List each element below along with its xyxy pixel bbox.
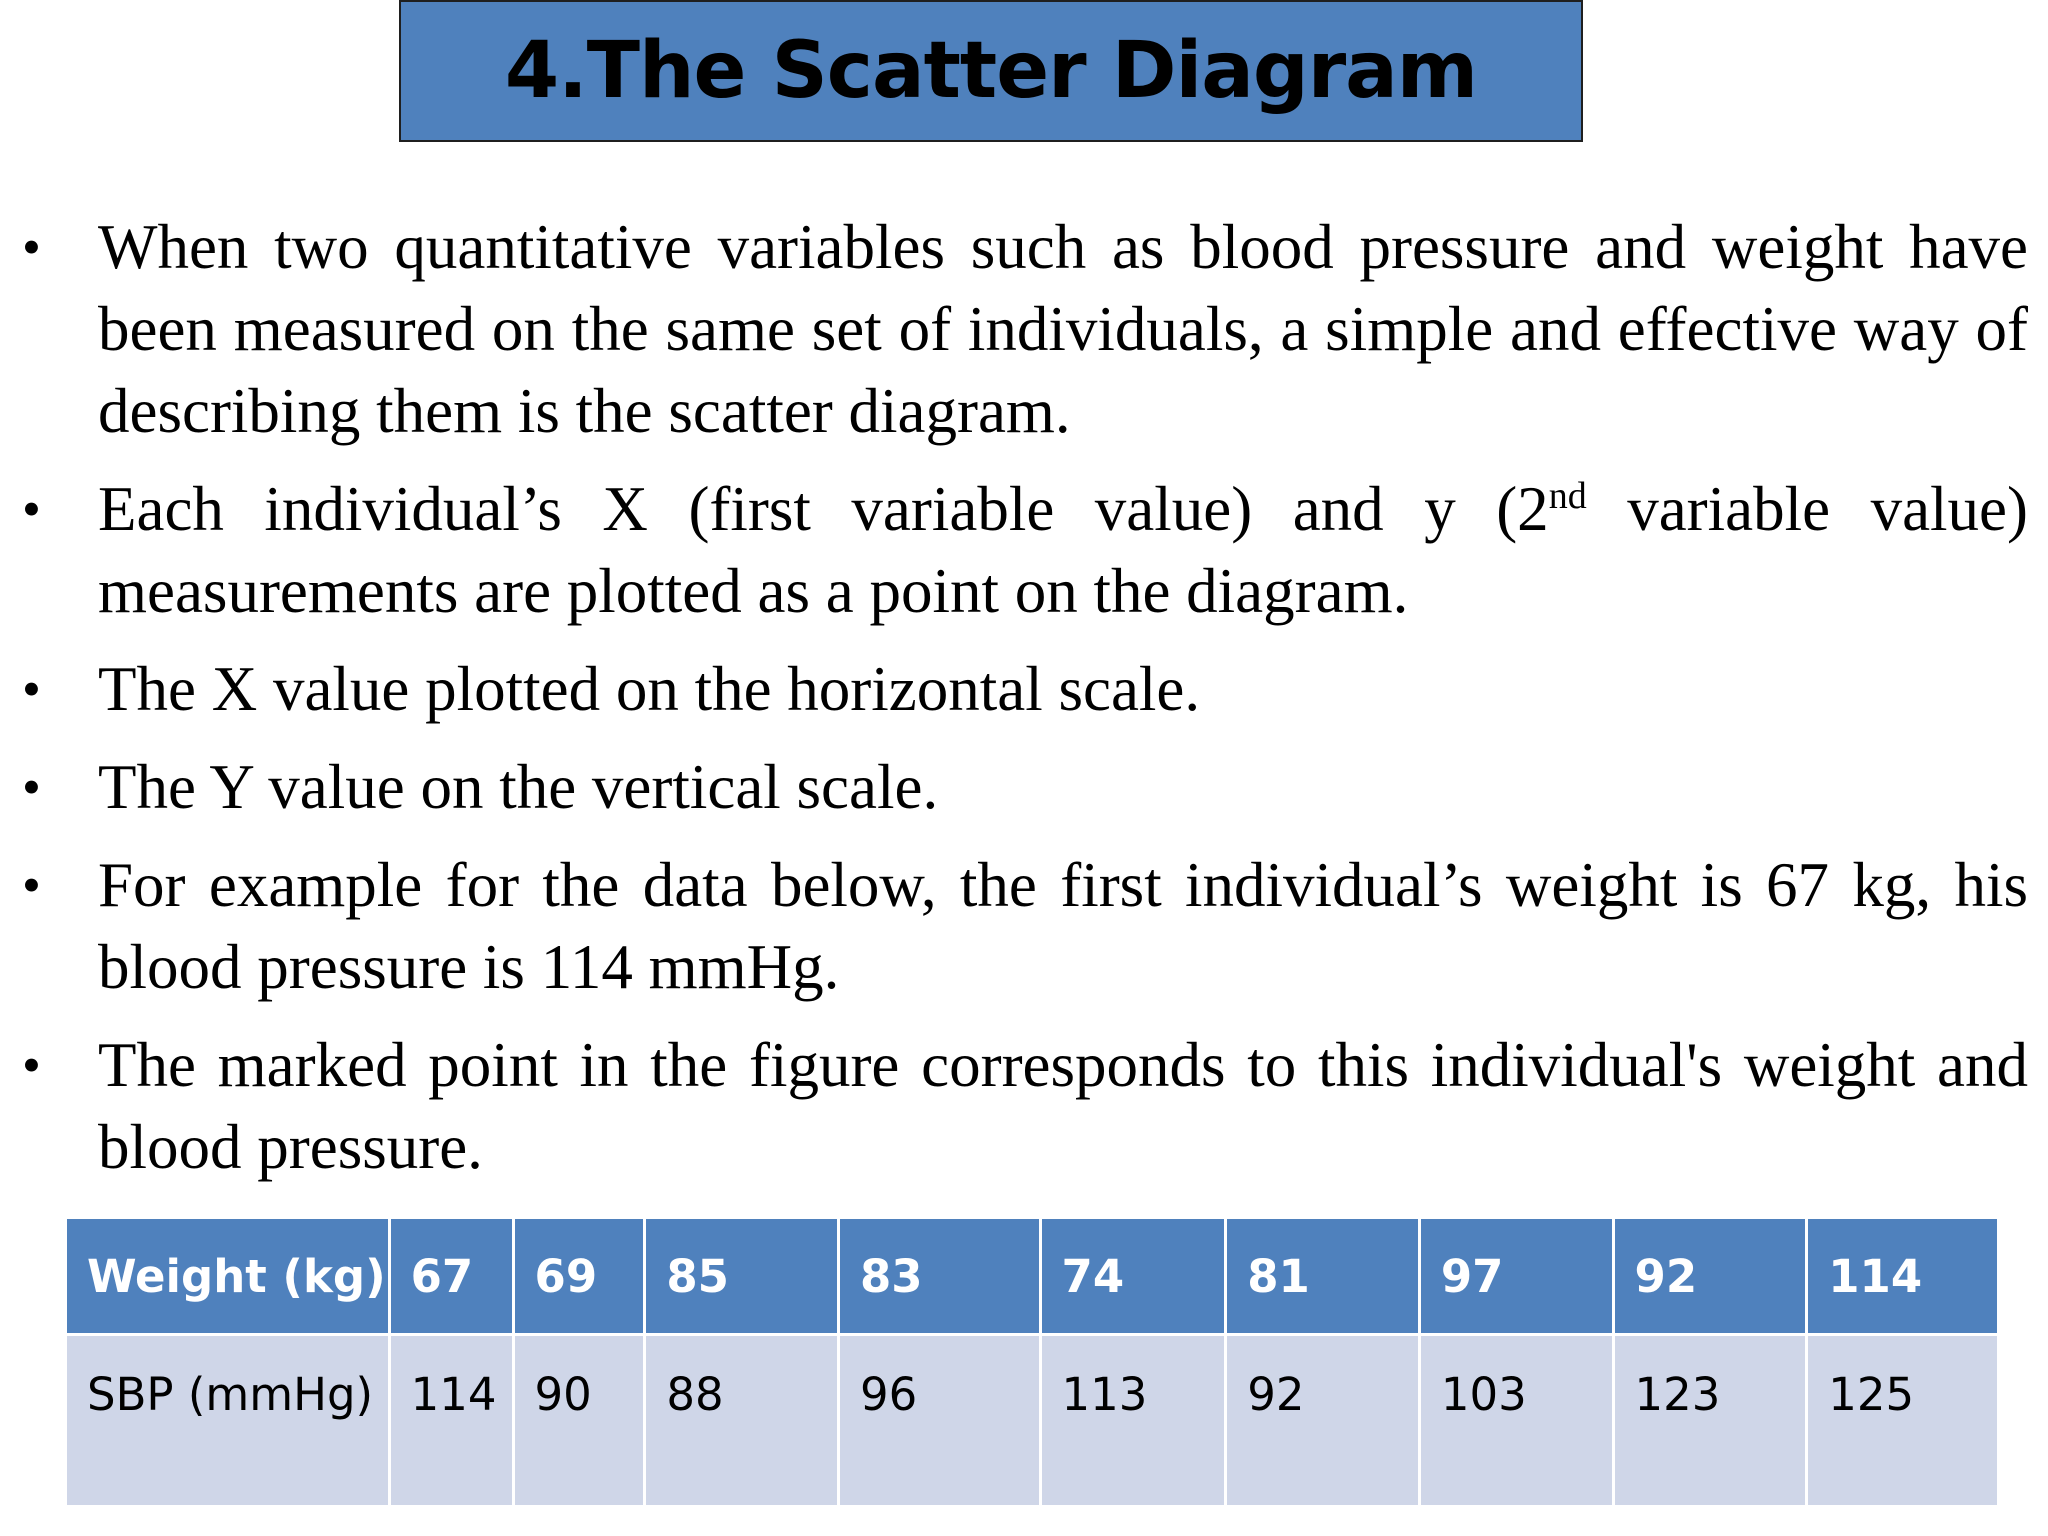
bullet-dot-icon: •: [22, 1035, 41, 1095]
table-cell: 88: [645, 1335, 839, 1507]
table-cell: 123: [1613, 1335, 1807, 1507]
table-cell: 85: [645, 1218, 839, 1335]
bullet-text: The marked point in the figure corresponds to this individual's weight and blood pressure.: [98, 1030, 2028, 1182]
table-cell: 67: [389, 1218, 513, 1335]
table-row-weight: [66, 1218, 1999, 1335]
table-cell: 103: [1419, 1335, 1613, 1507]
bullet-superscript: nd: [1548, 475, 1587, 517]
bullet-item: [0, 468, 2048, 632]
bullet-text: For example for the data below, the first individual’s weight is 67 kg, his blood pressure is 114 mmHg.: [98, 850, 2028, 1002]
bullet-item: [0, 844, 2048, 1008]
bullet-dot-icon: •: [22, 217, 41, 277]
table-cell: 92: [1226, 1335, 1420, 1507]
table-cell: 96: [838, 1335, 1040, 1507]
table-cell: 114: [1807, 1218, 1999, 1335]
bullet-text: The Y value on the vertical scale.: [98, 752, 939, 822]
bullet-item: [0, 648, 2048, 730]
bullet-dot-icon: •: [22, 659, 41, 719]
table-cell: 83: [838, 1218, 1040, 1335]
table-cell: 92: [1613, 1218, 1807, 1335]
bullet-text: When two quantitative variables such as blood pressure and weight have been measured on the same set of individuals, a simple and effective way of describing them is the scatter diagram.: [98, 212, 2028, 446]
table-cell: 81: [1226, 1218, 1420, 1335]
row-header-cell: Weight (kg): [66, 1218, 390, 1335]
bullet-text: [98, 474, 2028, 626]
table-cell: 69: [513, 1218, 645, 1335]
bullet-dot-icon: •: [22, 855, 41, 915]
row-header-cell: SBP (mmHg): [66, 1335, 390, 1507]
table-cell: 114: [389, 1335, 513, 1507]
table-cell: 74: [1040, 1218, 1226, 1335]
table-cell: 97: [1419, 1218, 1613, 1335]
bullet-text-part: variable value) measurements are plotted as a point on the diagram.: [98, 474, 2028, 626]
bullet-list: [0, 206, 2048, 1204]
title-banner: [399, 0, 1583, 142]
data-table: [64, 1216, 2000, 1508]
table-cell: 113: [1040, 1335, 1226, 1507]
bullet-item: [0, 1024, 2048, 1188]
page-title: 4.The Scatter Diagram: [504, 26, 1478, 116]
bullet-dot-icon: •: [22, 757, 41, 817]
bullet-item: [0, 746, 2048, 828]
table-row-sbp: [66, 1335, 1999, 1507]
table-cell: 125: [1807, 1335, 1999, 1507]
bullet-text: The X value plotted on the horizontal scale.: [98, 654, 1201, 724]
table-cell: 90: [513, 1335, 645, 1507]
bullet-dot-icon: •: [22, 479, 41, 539]
bullet-item: [0, 206, 2048, 452]
bullet-text-part: Each individual’s X (first variable value) and y (2: [98, 474, 1549, 544]
